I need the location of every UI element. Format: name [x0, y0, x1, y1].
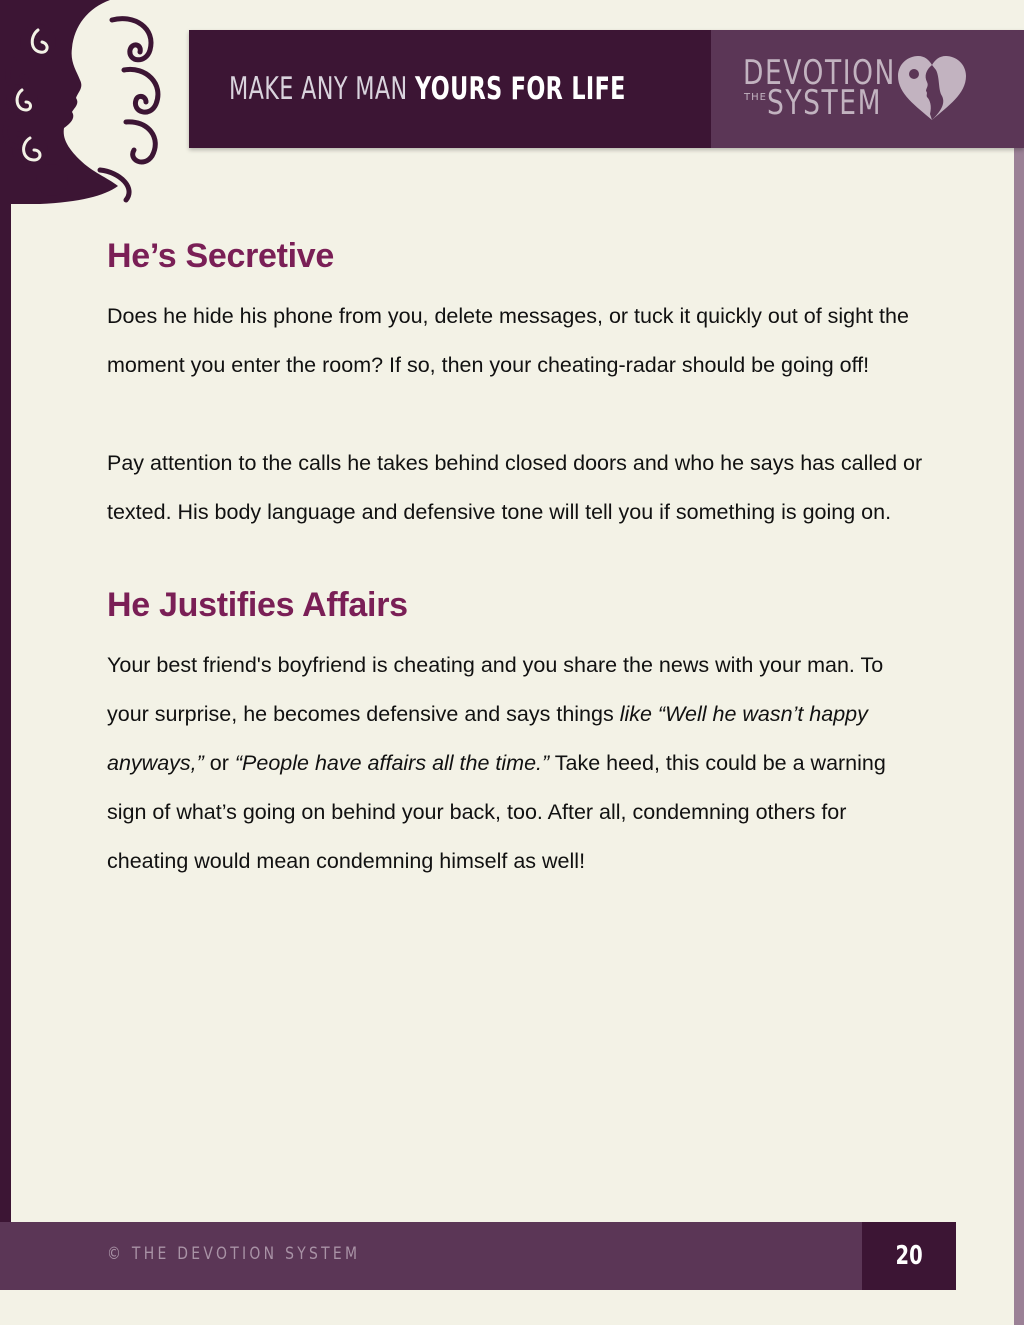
page-number: 20	[895, 1241, 923, 1271]
page-number-box	[862, 1222, 956, 1290]
footer-band	[0, 1222, 956, 1290]
header-title-block	[189, 30, 711, 148]
header-band	[189, 30, 1024, 148]
brand-line2: SYSTEM	[767, 83, 883, 123]
paragraph-justifies-part1: Your best friend's boyfriend is cheating and you share the news with your man. To your surprise, he becomes defensive and says things	[107, 653, 884, 726]
woman-silhouette-icon	[0, 0, 170, 205]
section-heading-justifies: He Justifies Affairs	[107, 586, 408, 624]
paragraph-secretive-1: Does he hide his phone from you, delete messages, or tuck it quickly out of sight the moment you enter the room? If so, then your cheating-radar should be going off!	[107, 304, 909, 377]
section-heading-secretive: He’s Secretive	[107, 237, 335, 275]
main-content	[107, 228, 927, 886]
paragraph-justifies-part2: or	[203, 751, 235, 775]
header-title-bold: YOURS FOR LIFE	[415, 71, 626, 107]
brand-line1: DEVOTION	[743, 53, 896, 93]
brand-logo-block	[711, 30, 1024, 148]
right-border-bar	[1014, 148, 1024, 1325]
header-title-regular: MAKE ANY MAN	[229, 71, 416, 107]
heart-profile-icon	[896, 56, 968, 122]
brand-the: THE	[744, 92, 767, 103]
paragraph-justifies-quote2: “People have affairs all the time.”	[234, 751, 550, 775]
paragraph-secretive-2: Pay attention to the calls he takes behind closed doors and who he says has called or texted. His body language and defensive tone will tell you if something is going on.	[107, 451, 923, 524]
paragraph-justifies-part3: Take heed, this could be a warning sign of what’s going on behind your back, too. After all, condemning others for cheating would mean condemning himself as well!	[107, 751, 886, 873]
footer-copyright: © THE DEVOTION SYSTEM	[107, 1244, 361, 1264]
paragraph-justifies	[107, 641, 927, 886]
header-title	[229, 71, 626, 107]
paragraph-justifies-quote1: like “Well he wasn’t happy anyways,”	[107, 702, 868, 775]
